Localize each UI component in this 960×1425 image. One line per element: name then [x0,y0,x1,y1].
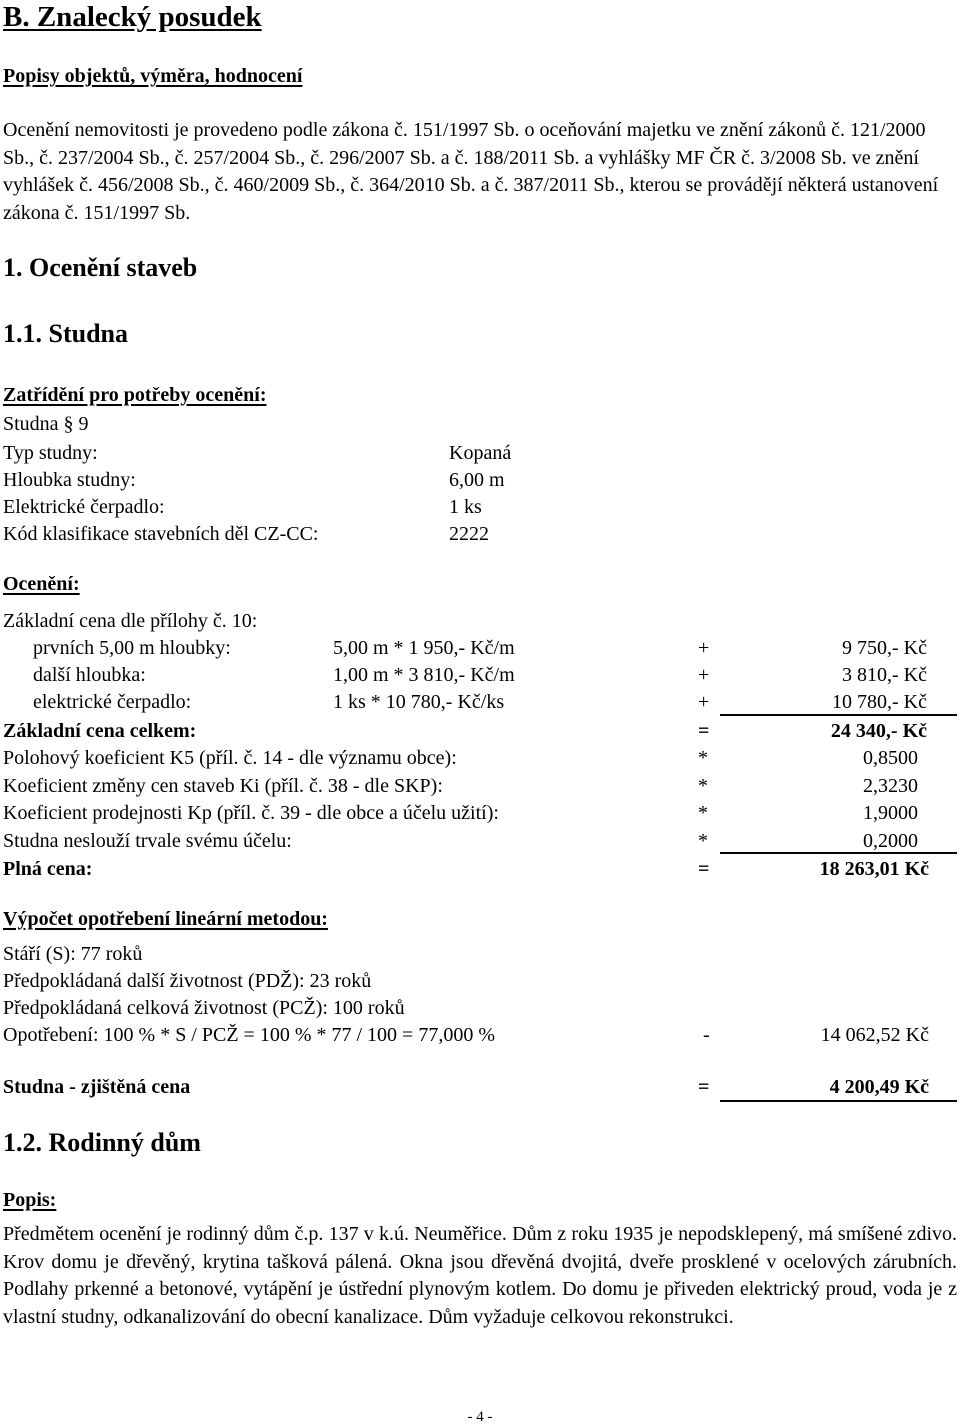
base-total-op: = [698,720,710,742]
sum-rule [720,852,957,854]
item-calc: 1,00 m * 3 810,- Kč/m [333,664,515,686]
coef-op: * [698,830,708,852]
depreciation-line: Předpokládaná další životnost (PDŽ): 23 roků [3,970,372,992]
item-label: elektrické čerpadlo: [33,691,192,713]
heading-oceneni-staveb: 1. Ocenění staveb [3,253,198,282]
result-amount: 4 200,49 Kč [829,1076,929,1098]
page-number: - 4 - [467,1409,493,1425]
class-value: 6,00 m [449,469,505,491]
class-value: Kopaná [449,442,512,464]
item-op: + [698,691,710,713]
wear-amount: 14 062,52 Kč [820,1024,929,1046]
description-heading: Popis: [3,1189,57,1211]
item-calc: 5,00 m * 1 950,- Kč/m [333,637,515,659]
coef-op: * [698,747,708,769]
class-label: Typ studny: [3,442,98,464]
coef-op: * [698,802,708,824]
depreciation-line: Stáří (S): 77 roků [3,943,143,965]
valuation-heading: Ocenění: [3,573,80,595]
item-amount: 3 810,- Kč [842,664,927,686]
class-value: 1 ks [449,496,482,518]
wear-op: - [703,1024,710,1046]
result-rule [720,1100,957,1102]
coef-amount: 0,8500 [863,747,918,769]
base-price-label: Základní cena dle přílohy č. 10: [3,610,258,632]
studna-type-line: Studna § 9 [3,413,89,435]
item-amount: 9 750,- Kč [842,637,927,659]
depreciation-heading: Výpočet opotřebení lineární metodou: [3,908,328,930]
classification-heading: Zatřídění pro potřeby ocenění: [3,384,267,406]
coef-amount: 2,3230 [863,775,918,797]
subtitle: Popisy objektů, výměra, hodnocení [3,65,303,87]
result-op: = [698,1076,710,1098]
full-price-label: Plná cena: [3,858,93,880]
coef-op: * [698,775,708,797]
heading-studna: 1.1. Studna [3,319,128,348]
intro-paragraph: Ocenění nemovitosti je provedeno podle zákona č. 151/1997 Sb. o oceňování majetku ve znění zákonů č. 121/2000 Sb., č. 237/2004 Sb., č. 257/2004 Sb., č. 296/2007 Sb. a č. 188/2011 Sb. a vyhlášky MF ČR č. 3/2008 Sb. ve znění vyhlášek č. 456/2008 Sb., č. 460/2009 Sb., č. 364/2010 Sb. a č. 387/2011 Sb., kterou se provádějí některá ustanovení zákona č. 151/1997 Sb. [3,119,939,224]
item-label: další hloubka: [33,664,146,686]
full-price-op: = [698,858,710,880]
wear-label: Opotřebení: 100 % * S / PCŽ = 100 % * 77 / 100 = 77,000 % [3,1024,495,1046]
description-paragraph: Předmětem ocenění je rodinný dům č.p. 137 v k.ú. Neuměřice. Dům z roku 1935 je nepodsklepený, má smíšené zdivo. Krov domu je dřevěný, krytina tašková pálená. Okna jsou dřevěná dvojitá, dveře prosklené v ocelových zárubních. Podlahy prkenné a betonové, vytápění je ústřední plynovým kotlem. Do domu je přiveden elektrický proud, voda je z vlastní studny, odkanalizování do obecní kanalizace. Dům vyžaduje celkovou rekonstrukci. [3,1223,957,1328]
coef-label: Studna neslouží trvale svému účelu: [3,830,292,852]
item-calc: 1 ks * 10 780,- Kč/ks [333,691,505,713]
result-label: Studna - zjištěná cena [3,1076,191,1098]
coef-label: Koeficient prodejnosti Kp (příl. č. 39 - dle obce a účelu užití): [3,802,499,824]
base-total-amount: 24 340,- Kč [830,720,927,742]
item-op: + [698,664,710,686]
class-value: 2222 [449,523,489,545]
coef-amount: 0,2000 [863,830,918,852]
item-label: prvních 5,00 m hloubky: [33,637,231,659]
coef-amount: 1,9000 [863,802,918,824]
full-price-amount: 18 263,01 Kč [819,858,929,880]
section-title: B. Znalecký posudek [3,1,262,33]
class-label: Elektrické čerpadlo: [3,496,165,518]
item-op: + [698,637,710,659]
class-label: Hloubka studny: [3,469,136,491]
item-amount: 10 780,- Kč [832,691,927,713]
class-label: Kód klasifikace stavebních děl CZ-CC: [3,523,319,545]
coef-label: Polohový koeficient K5 (příl. č. 14 - dle významu obce): [3,747,457,769]
sum-rule [720,714,957,716]
coef-label: Koeficient změny cen staveb Ki (příl. č. 38 - dle SKP): [3,775,443,797]
heading-rodinny-dum: 1.2. Rodinný dům [3,1128,201,1157]
depreciation-line: Předpokládaná celková životnost (PCŽ): 100 roků [3,997,405,1019]
base-total-label: Základní cena celkem: [3,720,197,742]
